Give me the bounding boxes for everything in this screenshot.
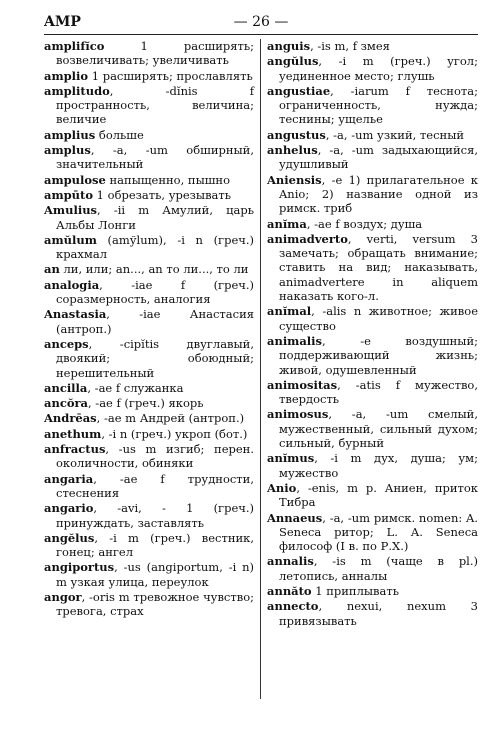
headword: anhelus (267, 143, 318, 158)
headword: amplius (44, 127, 96, 142)
header-rule (44, 34, 478, 35)
definition: , -ae f служанка (87, 380, 184, 395)
headword: Annaeus (267, 510, 323, 525)
dictionary-entry (44, 590, 254, 619)
definition: больше (95, 127, 144, 142)
definition: , -iarum f теснота; ограниченность, нужда; теснины; ущелье (279, 83, 478, 127)
headword: amplifĭco (44, 39, 105, 53)
headword: angŭlus (267, 54, 319, 69)
dictionary-entry (44, 128, 254, 142)
headword: amplio (44, 68, 89, 83)
definition: 1 расширять; прославлять (88, 68, 253, 83)
headword: angustus (267, 127, 326, 142)
definition: напыщенно, пышно (105, 172, 231, 187)
definition: 1 расширять; возвеличивать; увеличивать (56, 39, 254, 68)
dictionary-entry (267, 378, 478, 407)
definition: , -us (angiportum, -i n) m узкая улица, переулок (56, 560, 254, 589)
headword: anethum (44, 426, 102, 441)
definition: , -oris m тревожное чувство; тревога, страх (56, 589, 254, 619)
headword: Anastasia (44, 307, 107, 322)
running-head: AMP (44, 14, 81, 30)
headword: ampūto (44, 187, 94, 202)
headword: ancŏra (44, 396, 88, 411)
headword: animositas (267, 377, 338, 392)
dictionary-entry (44, 381, 254, 395)
headword: anĭmal (267, 304, 312, 319)
definition: , -iae f (греч.) соразмерность, аналогия (56, 277, 254, 307)
dictionary-entry (44, 337, 254, 380)
definition: , -avi, - 1 (греч.) принуждать, заставлять (56, 501, 254, 530)
dictionary-entry (44, 442, 254, 471)
headword: Andrēas (44, 411, 97, 426)
definition: , -is m (чаще в pl.) летопись, анналы (279, 554, 478, 583)
dictionary-entry (44, 411, 254, 425)
definition: , -i m (греч.) угол; уединенное место; глушь (279, 54, 478, 83)
definition: , -enis, m p. Аниен, приток Тибра (279, 480, 478, 510)
headword: an (44, 262, 60, 277)
definition: , -ae f (греч.) якорь (88, 396, 204, 411)
dictionary-entry (44, 262, 254, 276)
dictionary-entry (44, 307, 254, 336)
dictionary-entry (44, 39, 254, 68)
definition: (amўlum), -i n (греч.) крахмал (56, 232, 254, 262)
definition: , -atis f мужество, твердость (279, 377, 478, 407)
definition: , -a, -um узкий, тесный (325, 127, 465, 142)
right-column (261, 39, 478, 699)
dictionary-entry (267, 54, 478, 83)
definition: , -iae Анастасия (антроп.) (56, 307, 254, 336)
left-column (44, 39, 261, 699)
dictionary-entry (44, 278, 254, 307)
definition: , -alis n животное; живое существо (279, 304, 478, 333)
headword: angĕlus (44, 530, 95, 545)
headword: Amulius (44, 203, 98, 218)
columns (44, 39, 478, 699)
dictionary-entry (267, 217, 478, 231)
headword: animadverto (267, 231, 348, 246)
headword: animosus (267, 407, 329, 422)
dictionary-entry (44, 472, 254, 501)
headword: annăto (267, 583, 312, 598)
dictionary-entry (44, 143, 254, 172)
dictionary-entry (44, 84, 254, 127)
definition: , -ae f воздух; душа (306, 216, 423, 231)
definition: , -i n (греч.) укроп (бот.) (101, 426, 248, 441)
definition: , -i m дух, душа; ум; мужество (279, 451, 478, 480)
headword: anĭmus (267, 451, 315, 466)
definition: , -a, -um смелый, мужественный, сильный духом; сильный, бурный (279, 407, 478, 451)
definition: ли, или; an..., an то ли..., то ли (59, 262, 249, 277)
headword: ampulose (44, 172, 106, 187)
definition: , -e воздушный; поддерживающий жизнь; живой, одушевленный (279, 333, 478, 377)
headword: annalis (267, 554, 314, 569)
headword: anguis (267, 39, 311, 53)
dictionary-entry (44, 233, 254, 262)
dictionary-entry (267, 84, 478, 127)
dictionary-entry (44, 396, 254, 410)
dictionary-entry (267, 334, 478, 377)
dictionary-entry (267, 599, 478, 628)
definition: , -e 1) прилагательное к Anio; 2) название одной из римск. триб (279, 172, 478, 216)
dictionary-entry (44, 531, 254, 560)
headword: Aniensis (267, 172, 322, 187)
definition: , -ii m Амулий, царь Альбы Лонги (56, 203, 254, 232)
headword: angiportus (44, 560, 115, 575)
headword: ancilla (44, 380, 88, 395)
headword: amplus (44, 143, 91, 158)
dictionary-entry (267, 232, 478, 303)
definition: , -i m (греч.) вестник, гонец; ангел (56, 530, 254, 560)
dictionary-entry (267, 554, 478, 583)
headword: Anio (267, 480, 297, 495)
definition: , -is m, f змея (310, 39, 390, 53)
dictionary-entry (44, 501, 254, 530)
dictionary-entry (267, 128, 478, 142)
dictionary-entry (44, 560, 254, 589)
dictionary-entry (267, 511, 478, 554)
headword: anfractus (44, 442, 106, 457)
definition: , -a, -um задыхающийся, удушливый (279, 143, 478, 172)
dictionary-entry (44, 203, 254, 232)
definition: , verti, versum 3 замечать; обращать внимание; ставить на вид; наказывать, animadvertere in aliquem наказать кого-л. (279, 231, 478, 304)
dictionary-entry (267, 481, 478, 510)
headword: amŭlum (44, 232, 97, 247)
dictionary-entry (267, 407, 478, 450)
headword: angor (44, 589, 82, 604)
headword: annecto (267, 599, 319, 614)
definition: 1 приплывать (311, 583, 400, 598)
dictionary-entry (267, 451, 478, 480)
dictionary-entry (267, 304, 478, 333)
page-number: — 26 — (233, 14, 289, 30)
definition: , -ae f трудности, стеснения (56, 471, 254, 500)
headword: animalis (267, 333, 323, 348)
definition: , -us m изгиб; перен. околичности, обиняки (56, 442, 254, 471)
headword: anceps (44, 336, 89, 351)
headword: amplitudo (44, 83, 110, 98)
dictionary-entry (44, 427, 254, 441)
definition: , nexui, nexum 3 привязывать (279, 599, 478, 628)
headword: angario (44, 501, 94, 516)
headword: analogia (44, 277, 100, 292)
dictionary-entry (267, 39, 478, 53)
dictionary-entry (44, 173, 254, 187)
dictionary-entry (267, 173, 478, 216)
definition: , -a, -um римск. nomen: A. Seneca ритор; L. A. Seneca философ (I в. по Р.Х.) (279, 510, 478, 554)
headword: angaria (44, 471, 94, 486)
definition: , -a, -um обширный, значительный (56, 143, 254, 172)
definition: , -ae m Андрей (антроп.) (96, 411, 245, 426)
dictionary-entry (267, 143, 478, 172)
page-header (44, 14, 478, 32)
definition: , -dĭnis f пространность, величина; величие (56, 83, 254, 127)
headword: angustiae (267, 83, 331, 98)
dictionary-entry (267, 584, 478, 598)
definition: , -cipĭtis двуглавый, двоякий; обоюдный; нерешительный (56, 336, 254, 380)
dictionary-entry (44, 188, 254, 202)
definition: 1 обрезать, урезывать (93, 187, 232, 202)
dictionary-entry (44, 69, 254, 83)
headword: anĭma (267, 216, 307, 231)
